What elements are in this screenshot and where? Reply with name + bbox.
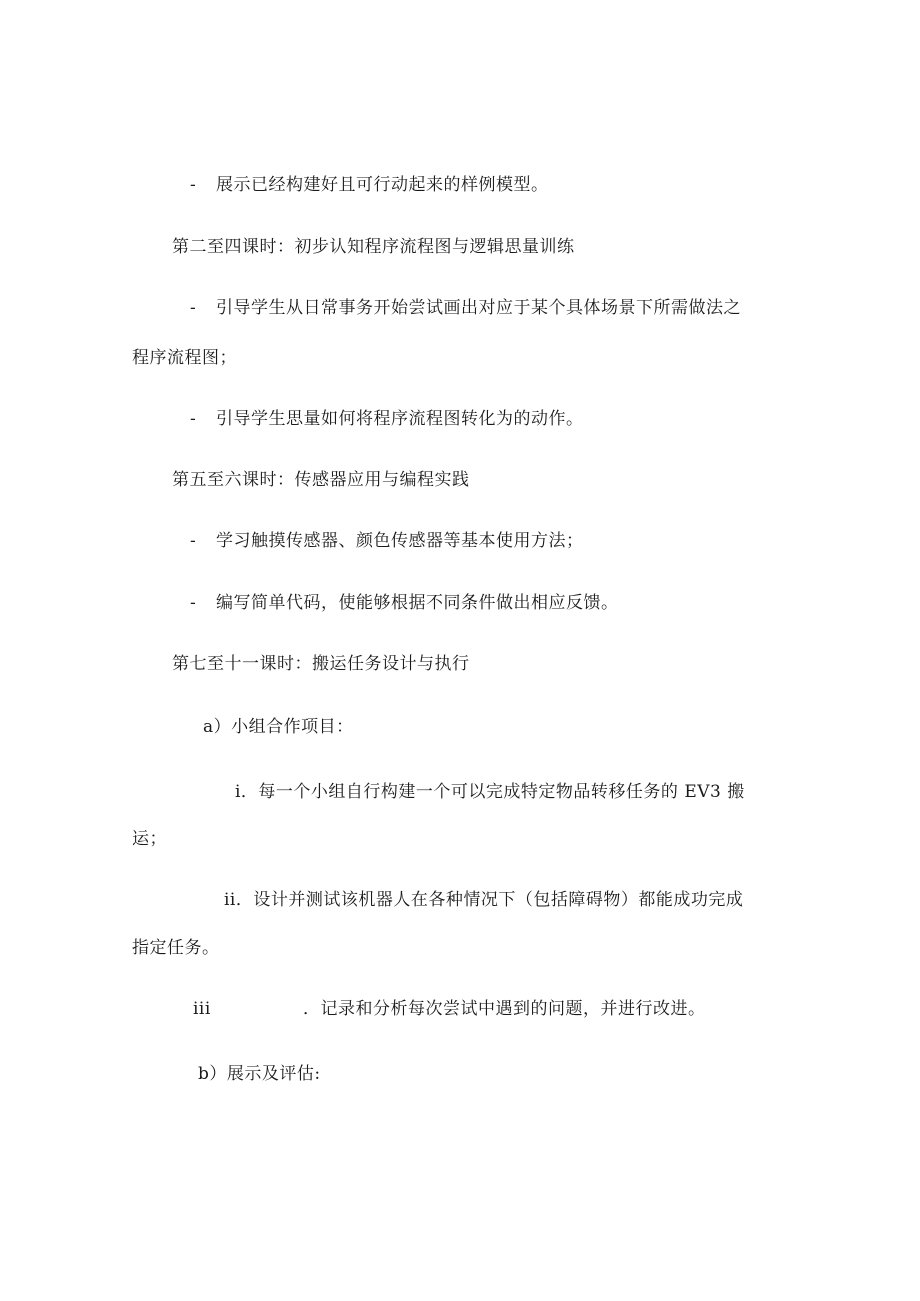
numbered-item [235, 781, 745, 803]
line-text: 运； [132, 829, 167, 849]
bullet-line [190, 530, 584, 552]
line-text: 引导学生思量如何将程序流程图转化为的动作。 [216, 409, 584, 429]
dash-marker: - [190, 409, 197, 429]
line-text: ii．设计并测试该机器人在各种情况下（包括障碍物）都能成功完成 [224, 890, 744, 910]
dash-marker: - [190, 298, 197, 318]
line-text: ．记录和分析每次尝试中遇到的问题，并进行改进。 [303, 999, 706, 1019]
line-text: 学习触摸传感器、颜色传感器等基本使用方法； [216, 531, 584, 551]
continuation-line [132, 828, 167, 850]
bullet-line [190, 408, 584, 430]
line-text: 引导学生从日常事务开始尝试画出对应于某个具体场景下所需做法之 [216, 298, 741, 318]
line-text: 展示已经构建好且可行动起来的样例模型。 [216, 175, 549, 195]
line-text: i．每一个小组自行构建一个可以完成特定物品转移任务的 EV3 搬 [235, 782, 745, 802]
line-text: 程序流程图； [132, 348, 237, 368]
heading-text: 第五至六课时：传感器应用与编程实践 [172, 470, 470, 490]
bullet-line [190, 592, 619, 614]
section-heading [172, 469, 470, 491]
heading-text: 第七至十一课时：搬运任务设计与执行 [172, 654, 470, 674]
bullet-line [190, 174, 549, 196]
line-text: b）展示及评估: [198, 1064, 321, 1084]
roman-numeral: iii [193, 999, 211, 1019]
sub-item [203, 716, 354, 738]
section-heading [172, 236, 575, 258]
line-text: a）小组合作项目： [203, 717, 354, 737]
bullet-line [190, 297, 741, 319]
continuation-line [132, 937, 220, 959]
line-text: 编写简单代码，使能够根据不同条件做出相应反馈。 [216, 593, 619, 613]
line-text: 指定任务。 [132, 938, 220, 958]
dash-marker: - [190, 593, 197, 613]
numbered-item [303, 998, 706, 1020]
numbered-marker [193, 998, 211, 1020]
continuation-line [132, 347, 237, 369]
sub-item [198, 1063, 321, 1085]
numbered-item [224, 889, 743, 911]
dash-marker: - [190, 175, 197, 195]
dash-marker: - [190, 531, 197, 551]
heading-text: 第二至四课时：初步认知程序流程图与逻辑思量训练 [172, 237, 575, 257]
section-heading [172, 653, 470, 675]
